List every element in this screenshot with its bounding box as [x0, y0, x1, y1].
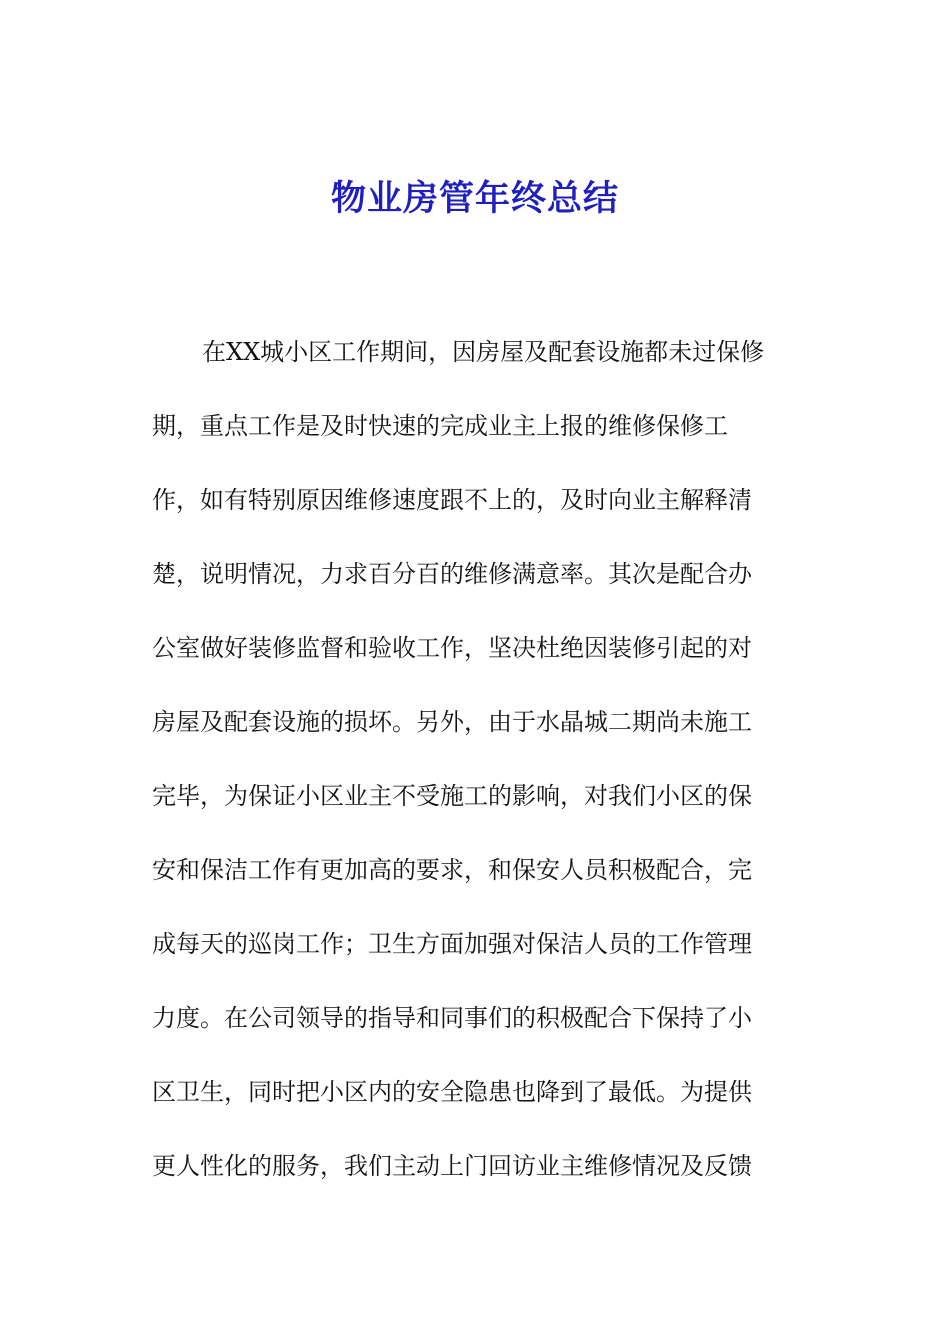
- paragraph-line: 安和保洁工作有更加高的要求，和保安人员积极配合，完: [152, 856, 752, 884]
- paragraph-line: 更人性化的服务，我们主动上门回访业主维修情况及反馈: [152, 1152, 752, 1180]
- paragraph-line: 房屋及配套设施的损坏。另外，由于水晶城二期尚未施工: [152, 708, 752, 736]
- document-title: 物业房管年终总结: [330, 178, 619, 219]
- paragraph-line: 完毕，为保证小区业主不受施工的影响，对我们小区的保: [152, 782, 752, 810]
- paragraph-line: 期，重点工作是及时快速的完成业主上报的维修保修工: [152, 412, 728, 440]
- paragraph-line: 公室做好装修监督和验收工作，坚决杜绝因装修引起的对: [152, 634, 752, 662]
- paragraph-line: 区卫生，同时把小区内的安全隐患也降到了最低。为提供: [152, 1078, 752, 1106]
- paragraph-line: 力度。在公司领导的指导和同事们的积极配合下保持了小: [152, 1004, 752, 1032]
- paragraph-line: 作，如有特别原因维修速度跟不上的，及时向业主解释清: [152, 486, 752, 514]
- paragraph-line: 楚，说明情况，力求百分百的维修满意率。其次是配合办: [152, 560, 752, 588]
- paragraph-line: 在XX城小区工作期间，因房屋及配套设施都未过保修: [202, 338, 765, 366]
- body-paragraph: [152, 0, 802, 1344]
- paragraph-line: 成每天的巡岗工作；卫生方面加强对保洁人员的工作管理: [152, 930, 752, 958]
